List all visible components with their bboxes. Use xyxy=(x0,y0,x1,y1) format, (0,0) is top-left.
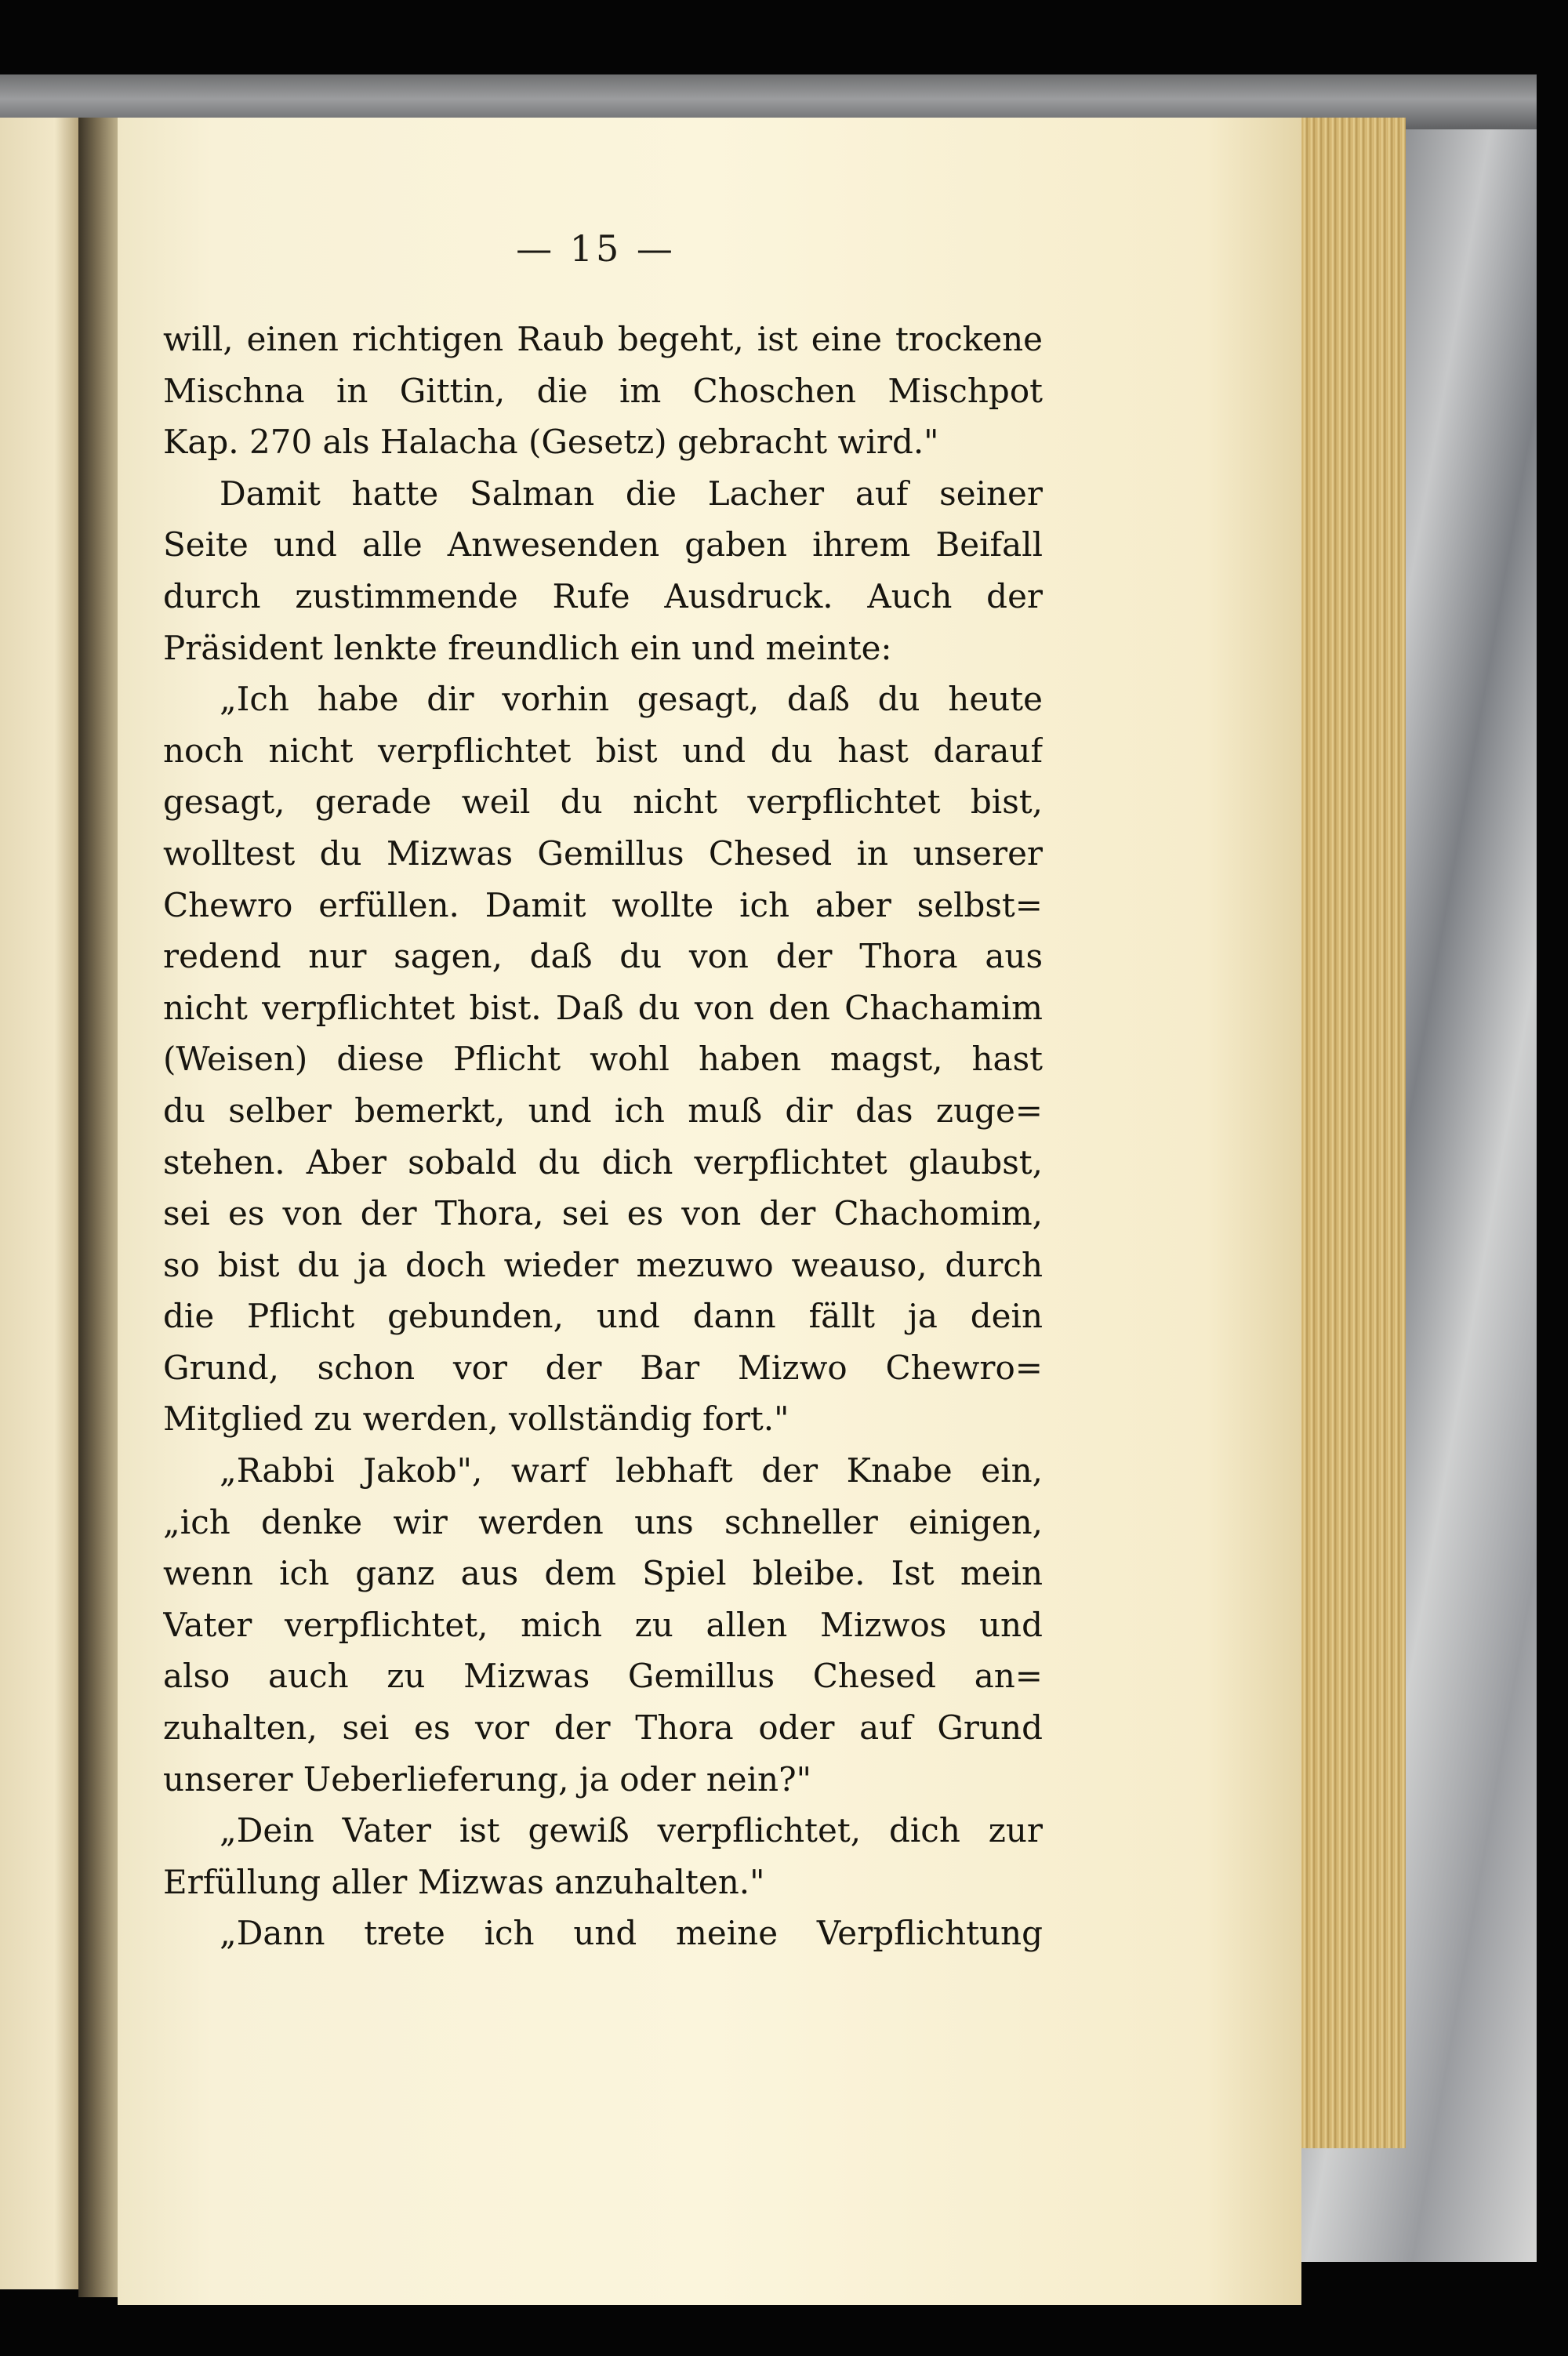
text-line: Mitglied zu werden, vollständig fort." xyxy=(163,1399,789,1439)
book-gutter xyxy=(78,118,122,2297)
text-line: Grund, schon vor der Bar Mizwo Chewro= xyxy=(163,1348,1043,1387)
text-line: Seite und alle Anwesenden gaben ihrem Beifall xyxy=(163,525,1043,564)
page-number: — 15 — xyxy=(516,227,676,270)
text-line: „ich denke wir werden uns schneller einigen, xyxy=(163,1502,1043,1541)
left-page xyxy=(0,118,78,2289)
text-line: noch nicht verpflichtet bist und du hast darauf xyxy=(163,731,1043,770)
text-line: gesagt, gerade weil du nicht verpflichtet bist, xyxy=(163,782,1043,822)
text-line: „Rabbi Jakob", warf lebhaft der Knabe ein, xyxy=(220,1451,1043,1490)
body-text xyxy=(163,314,1043,1959)
text-line: Kap. 270 als Halacha (Gesetz) gebracht wird." xyxy=(163,423,939,462)
text-line: Erfüllung aller Mizwas anzuhalten." xyxy=(163,1862,765,1901)
text-line: „Dann trete ich und meine Verpflichtung xyxy=(220,1914,1043,1953)
text-line: will, einen richtigen Raub begeht, ist eine trockene xyxy=(163,320,1043,358)
text-line: durch zustimmende Rufe Ausdruck. Auch der xyxy=(163,576,1043,615)
text-line: wolltest du Mizwas Gemillus Chesed in unserer xyxy=(163,833,1043,873)
text-line: Chewro erfüllen. Damit wollte ich aber selbst= xyxy=(163,885,1043,924)
text-line: redend nur sagen, daß du von der Thora aus xyxy=(163,937,1043,976)
text-line: die Pflicht gebunden, und dann fällt ja dein xyxy=(163,1297,1043,1336)
page-edges xyxy=(1286,118,1406,2148)
text-line: zuhalten, sei es vor der Thora oder auf Grund xyxy=(163,1708,1043,1748)
text-line: also auch zu Mizwas Gemillus Chesed an= xyxy=(163,1657,1043,1696)
text-line: so bist du ja doch wieder mezuwo weauso, durch xyxy=(163,1245,1043,1284)
text-line: sei es von der Thora, sei es von der Chachomim, xyxy=(163,1194,1043,1233)
text-line: wenn ich ganz aus dem Spiel bleibe. Ist mein xyxy=(163,1554,1043,1593)
text-line: „Ich habe dir vorhin gesagt, daß du heute xyxy=(220,680,1043,719)
text-line: Präsident lenkte freundlich ein und meinte: xyxy=(163,628,892,667)
text-line: Damit hatte Salman die Lacher auf seiner xyxy=(220,474,1043,513)
text-line: du selber bemerkt, und ich muß dir das zuge= xyxy=(163,1091,1043,1130)
text-line: stehen. Aber sobald du dich verpflichtet glaubst, xyxy=(163,1142,1043,1182)
text-line: nicht verpflichtet bist. Daß du von den Chachamim xyxy=(163,988,1043,1027)
text-line: Mischna in Gittin, die im Choschen Mischpot xyxy=(163,371,1043,410)
text-line: unserer Ueberlieferung, ja oder nein?" xyxy=(163,1759,811,1799)
text-line: (Weisen) diese Pflicht wohl haben magst, hast xyxy=(163,1040,1043,1079)
text-line: Vater verpflichtet, mich zu allen Mizwos und xyxy=(163,1605,1043,1644)
text-line: „Dein Vater ist gewiß verpflichtet, dich zur xyxy=(220,1811,1043,1850)
